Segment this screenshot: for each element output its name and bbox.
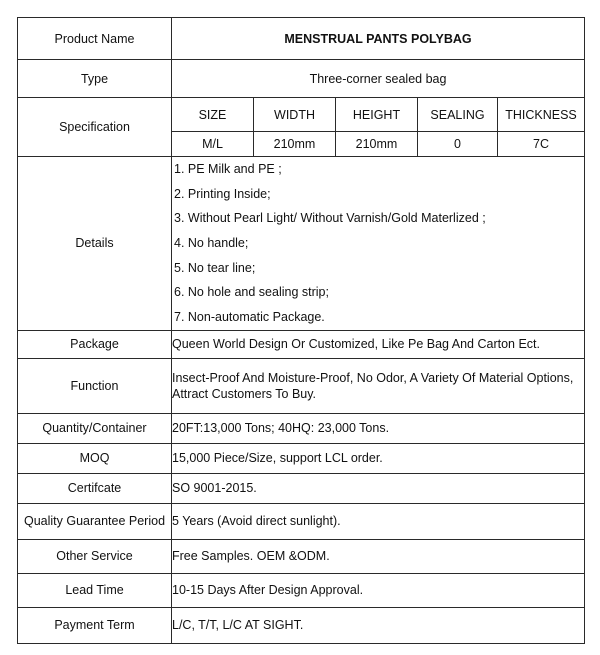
- spec-value-width: 210mm: [254, 132, 336, 157]
- guarantee-label: Quality Guarantee Period: [18, 503, 172, 539]
- details-line: 5. No tear line;: [174, 260, 256, 275]
- row-specification-header: [18, 98, 585, 132]
- spec-header-thickness: THICKNESS: [498, 98, 585, 132]
- spec-value-height: 210mm: [336, 132, 418, 157]
- product-name-label: Product Name: [18, 18, 172, 60]
- row-moq: [18, 443, 585, 473]
- certificate-value: SO 9001-2015.: [172, 473, 585, 503]
- guarantee-value: 5 Years (Avoid direct sunlight).: [172, 503, 585, 539]
- other-service-label: Other Service: [18, 539, 172, 573]
- product-name-value: MENSTRUAL PANTS POLYBAG: [172, 18, 585, 60]
- details-value: [172, 157, 585, 331]
- row-guarantee: [18, 503, 585, 539]
- quantity-label: Quantity/Container: [18, 413, 172, 443]
- payment-term-value: L/C, T/T, L/C AT SIGHT.: [172, 607, 585, 643]
- package-value: Queen World Design Or Customized, Like Pe Bag And Carton Ect.: [172, 330, 585, 358]
- row-certificate: [18, 473, 585, 503]
- details-line: 4. No handle;: [174, 236, 249, 251]
- details-line: 2. Printing Inside;: [174, 186, 271, 201]
- lead-time-value: 10-15 Days After Design Approval.: [172, 573, 585, 607]
- payment-term-label: Payment Term: [18, 607, 172, 643]
- specification-label: Specification: [18, 98, 172, 157]
- certificate-label: Certifcate: [18, 473, 172, 503]
- product-spec-table: [17, 17, 585, 644]
- spec-value-size: M/L: [172, 132, 254, 157]
- details-line: 1. PE Milk and PE ;: [174, 162, 282, 176]
- moq-value: 15,000 Piece/Size, support LCL order.: [172, 443, 585, 473]
- spec-header-width: WIDTH: [254, 98, 336, 132]
- details-label: Details: [18, 157, 172, 331]
- spec-header-height: HEIGHT: [336, 98, 418, 132]
- spec-value-thickness: 7C: [498, 132, 585, 157]
- spec-header-sealing: SEALING: [418, 98, 498, 132]
- type-value: Three-corner sealed bag: [172, 60, 585, 98]
- row-details: [18, 157, 585, 331]
- spec-header-size: SIZE: [172, 98, 254, 132]
- type-label: Type: [18, 60, 172, 98]
- other-service-value: Free Samples. OEM &ODM.: [172, 539, 585, 573]
- row-product-name: [18, 18, 585, 60]
- details-line: 3. Without Pearl Light/ Without Varnish/Gold Materlized ;: [174, 211, 486, 226]
- details-line: 6. No hole and sealing strip;: [174, 285, 329, 300]
- row-function: [18, 358, 585, 413]
- row-package: [18, 330, 585, 358]
- function-label: Function: [18, 358, 172, 413]
- function-value: Insect-Proof And Moisture-Proof, No Odor, A Variety Of Material Options, Attract Customers To Buy.: [172, 358, 585, 413]
- lead-time-label: Lead Time: [18, 573, 172, 607]
- spec-value-sealing: 0: [418, 132, 498, 157]
- row-quantity: [18, 413, 585, 443]
- row-type: [18, 60, 585, 98]
- row-lead-time: [18, 573, 585, 607]
- moq-label: MOQ: [18, 443, 172, 473]
- row-payment-term: [18, 607, 585, 643]
- package-label: Package: [18, 330, 172, 358]
- quantity-value: 20FT:13,000 Tons; 40HQ: 23,000 Tons.: [172, 413, 585, 443]
- details-line: 7. Non-automatic Package.: [174, 310, 325, 325]
- row-other-service: [18, 539, 585, 573]
